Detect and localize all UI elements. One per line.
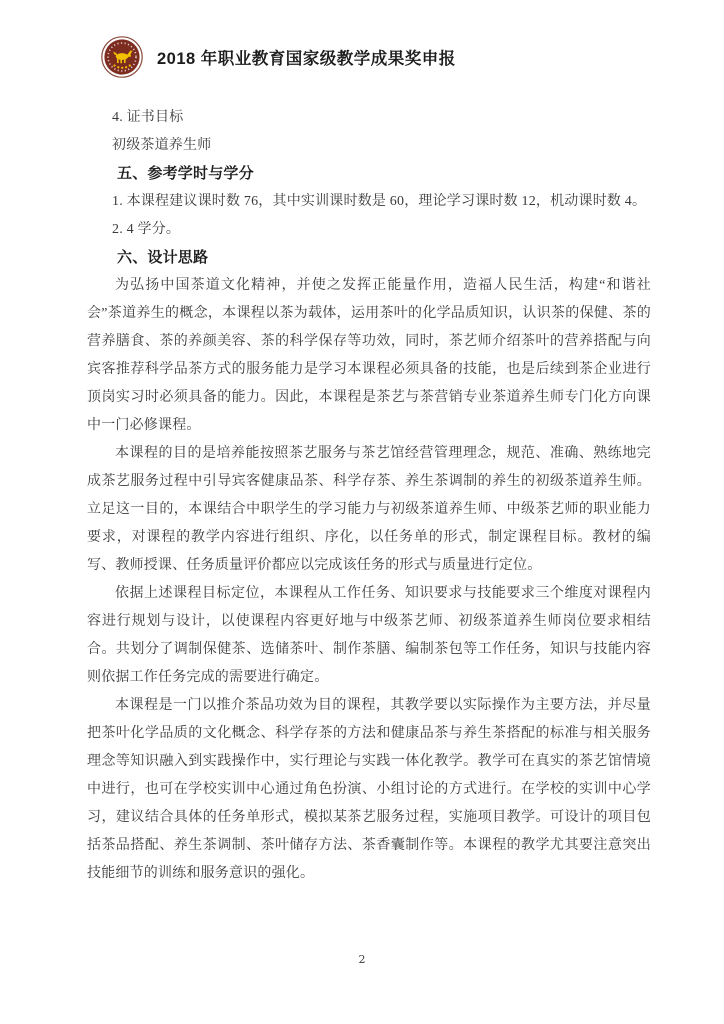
section-heading-hours: 五、参考学时与学分 [117,165,254,182]
list-item-cert-goal: 4. 证书目标 [112,110,184,125]
list-item-cert-name: 初级茶道养生师 [112,138,212,153]
section-heading-design: 六、设计思路 [117,249,209,266]
document-title: 2018 年职业教育国家级教学成果奖申报 [157,50,456,68]
document-body [87,104,651,888]
body-paragraph-3: 依据上述课程目标定位，本课程从工作任务、知识要求与技能要求三个维度对课程内容进行规划与设计，以使课程内容更好地与中级茶艺师、初级茶道养生师岗位要求相结合。共划分了调制保健茶、选储茶叶、制作茶膳、编制茶包等工作任务，知识与技能内容则依据工作任务完成的需要进行确定。 [87,586,651,685]
body-paragraph-1: 为弘扬中国茶道文化精神，并使之发挥正能量作用，造福人民生活，构建“和谐社会”茶道养生的概念，本课程以茶为载体，运用茶叶的化学品质知识，认识茶的保健、茶的营养膳食、茶的养颜美容、茶的科学保存等功效，同时，茶艺师介绍茶叶的营养搭配与向宾客推荐科学品茶方式的服务能力是学习本课程必须具备的技能，也是后续到茶企业进行顶岗实习时必须具备的能力。因此，本课程是茶艺与茶营销专业茶道养生师专门化方向课中一门必修课程。 [87,278,651,433]
body-paragraph-2: 本课程的目的是培养能按照茶艺服务与茶艺馆经营管理理念，规范、准确、熟练地完成茶艺服务过程中引导宾客健康品茶、科学存茶、养生茶调制的养生的初级茶道养生师。立足这一目的，本课结合中职学生的学习能力与初级茶道养生师、中级茶艺师的职业能力要求，对课程的教学内容进行组织、序化，以任务单的形式，制定课程目标。教材的编写、教师授课、任务质量评价都应以完成该任务的形式与质量进行定位。 [87,446,651,573]
page-number: 2 [358,953,366,966]
document-header [0,0,724,80]
list-item-hours: 1. 本课程建议课时数 76，其中实训课时数是 60，理论学习课时数 12，机动课时数 4。 [112,194,647,209]
list-item-credits: 2. 4 学分。 [112,222,181,237]
school-seal-icon [101,36,143,78]
body-paragraph-4: 本课程是一门以推介茶品功效为目的课程，其教学要以实际操作为主要方法，并尽量把茶叶化学品质的文化概念、科学存茶的方法和健康品茶与养生茶搭配的标准与相关服务理念等知识融入到实践操作中，实行理论与实践一体化教学。教学可在真实的茶艺馆情境中进行，也可在学校实训中心通过角色扮演、小组讨论的方式进行。在学校的实训中心学习，建议结合具体的任务单形式，模拟某茶艺服务过程，实施项目教学。可设计的项目包括茶品搭配、养生茶调制、茶叶储存方法、茶香囊制作等。本课程的教学尤其要注意突出技能细节的训练和服务意识的强化。 [87,698,651,881]
